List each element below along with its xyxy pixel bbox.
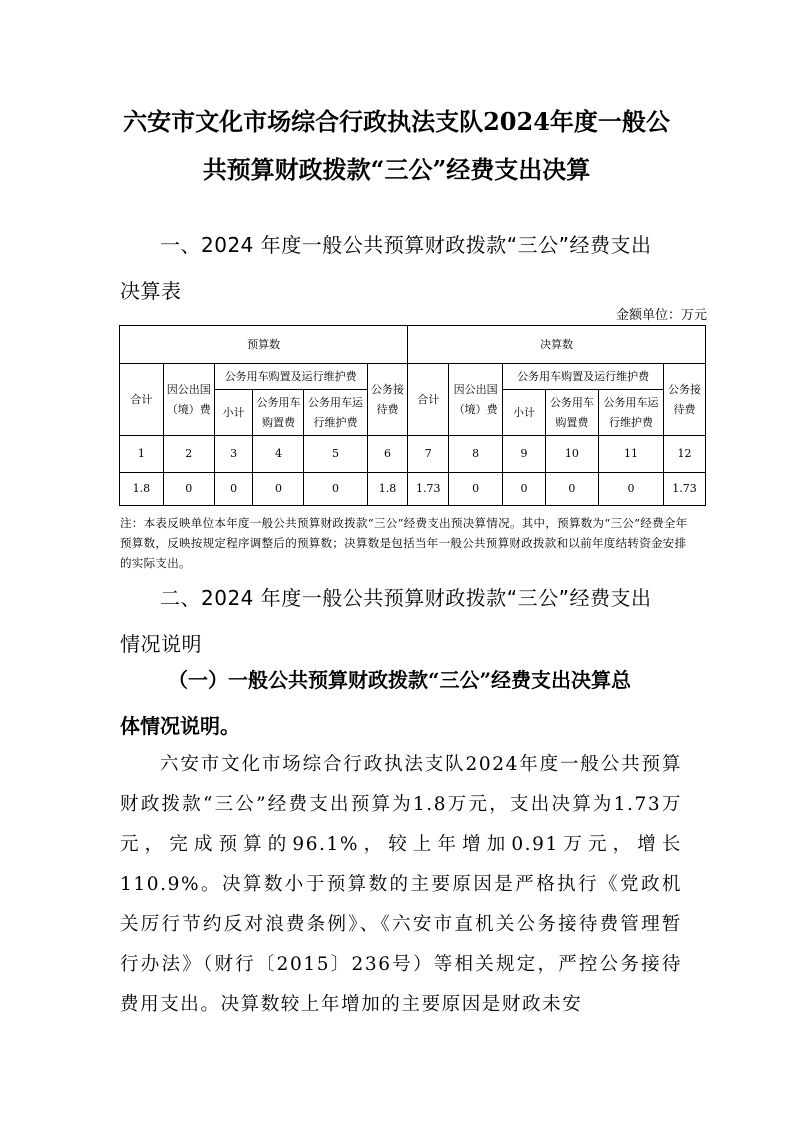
table-cell: 9 xyxy=(503,436,546,473)
table-cell: 1.8 xyxy=(120,473,164,506)
table-cell: 12 xyxy=(664,436,706,473)
table-cell: 11 xyxy=(598,436,663,473)
table-cell: 0 xyxy=(304,473,367,506)
section-heading-1-line-2: 决算表 xyxy=(120,279,182,303)
table-cell: 5 xyxy=(304,436,367,473)
body-paragraph: 六安市文化市场综合行政执法支队2024年度一般公共预算财政拨款“三公”经费支出预算为1.8万元，支出决算为1.73万元，完成预算的96.1%，较上年增加0.91万元，增长110.9%。决算数小于预算数的主要原因是严格执行《党政机关厉行节约反对浪费条例》、《六安市直机关公务接待费管理暂行办法》（财行〔2015〕236号）等相关规定，严控公务接待费用支出。决算数较上年增加的主要原因是财政未安 xyxy=(120,754,682,1015)
budget-reception-header: 公务接待费 xyxy=(367,364,408,436)
table-cell: 10 xyxy=(545,436,598,473)
table-cell: 0 xyxy=(163,473,214,506)
subsection-heading-1-line-2: 体情况说明。 xyxy=(120,714,240,738)
budget-subtotal-header: 小计 xyxy=(214,390,253,436)
table-cell: 1.73 xyxy=(408,473,449,506)
table-index-row xyxy=(120,436,706,473)
table-cell: 7 xyxy=(408,436,449,473)
table-cell: 1 xyxy=(120,436,164,473)
unit-label: 金额单位：万元 xyxy=(615,308,707,323)
final-vehicle-operation-header: 公务用车运行维护费 xyxy=(598,390,663,436)
table-cell: 0 xyxy=(598,473,663,506)
table-cell: 0 xyxy=(503,473,546,506)
document-title xyxy=(100,98,693,194)
final-subtotal-header: 小计 xyxy=(503,390,546,436)
final-reception-header: 公务接待费 xyxy=(664,364,706,436)
final-vehicle-group-header: 公务用车购置及运行维护费 xyxy=(503,364,664,390)
budget-total-header: 合计 xyxy=(120,364,164,436)
table-cell: 0 xyxy=(253,473,304,506)
table-cell: 2 xyxy=(163,436,214,473)
budget-header: 预算数 xyxy=(120,326,408,364)
three-public-expense-table xyxy=(119,325,706,506)
table-cell: 1.8 xyxy=(367,473,408,506)
table-cell: 0 xyxy=(214,473,253,506)
final-total-header: 合计 xyxy=(408,364,449,436)
table-cell: 1.73 xyxy=(664,473,706,506)
table-cell: 3 xyxy=(214,436,253,473)
final-header: 决算数 xyxy=(408,326,706,364)
section-heading-1 xyxy=(120,222,680,314)
table-value-row xyxy=(120,473,706,506)
subsection-heading-1-line-1: （一）一般公共预算财政拨款“三公”经费支出决算总 xyxy=(168,668,632,692)
section-heading-2 xyxy=(120,575,680,667)
table-note: 注：本表反映单位本年度一般公共预算财政拨款“三公”经费支出预决算情况。其中，预算数为“三公”经费全年预算数，反映按规定程序调整后的预算数；决算数是包括当年一般公共预算财政拨款和以前年度结转资金安排的实际支出。 xyxy=(120,516,688,570)
final-vehicle-purchase-header: 公务用车购置费 xyxy=(545,390,598,436)
title-line-1: 六安市文化市场综合行政执法支队2024年度一般公 xyxy=(123,107,670,136)
title-line-2: 共预算财政拨款“三公”经费支出决算 xyxy=(202,155,591,184)
table-cell: 8 xyxy=(449,436,503,473)
section-heading-2-line-1: 二、2024 年度一般公共预算财政拨款“三公”经费支出 xyxy=(160,586,652,610)
budget-vehicle-operation-header: 公务用车运行维护费 xyxy=(304,390,367,436)
section-heading-2-line-2: 情况说明 xyxy=(120,632,202,656)
final-abroad-header: 因公出国（境）费 xyxy=(449,364,503,436)
table-cell: 0 xyxy=(545,473,598,506)
table-cell: 4 xyxy=(253,436,304,473)
budget-abroad-header: 因公出国（境）费 xyxy=(163,364,214,436)
budget-vehicle-group-header: 公务用车购置及运行维护费 xyxy=(214,364,367,390)
section-heading-1-line-1: 一、2024 年度一般公共预算财政拨款“三公”经费支出 xyxy=(160,233,652,257)
budget-vehicle-purchase-header: 公务用车购置费 xyxy=(253,390,304,436)
table-cell: 0 xyxy=(449,473,503,506)
subsection-heading-1 xyxy=(120,657,680,749)
table-cell: 6 xyxy=(367,436,408,473)
